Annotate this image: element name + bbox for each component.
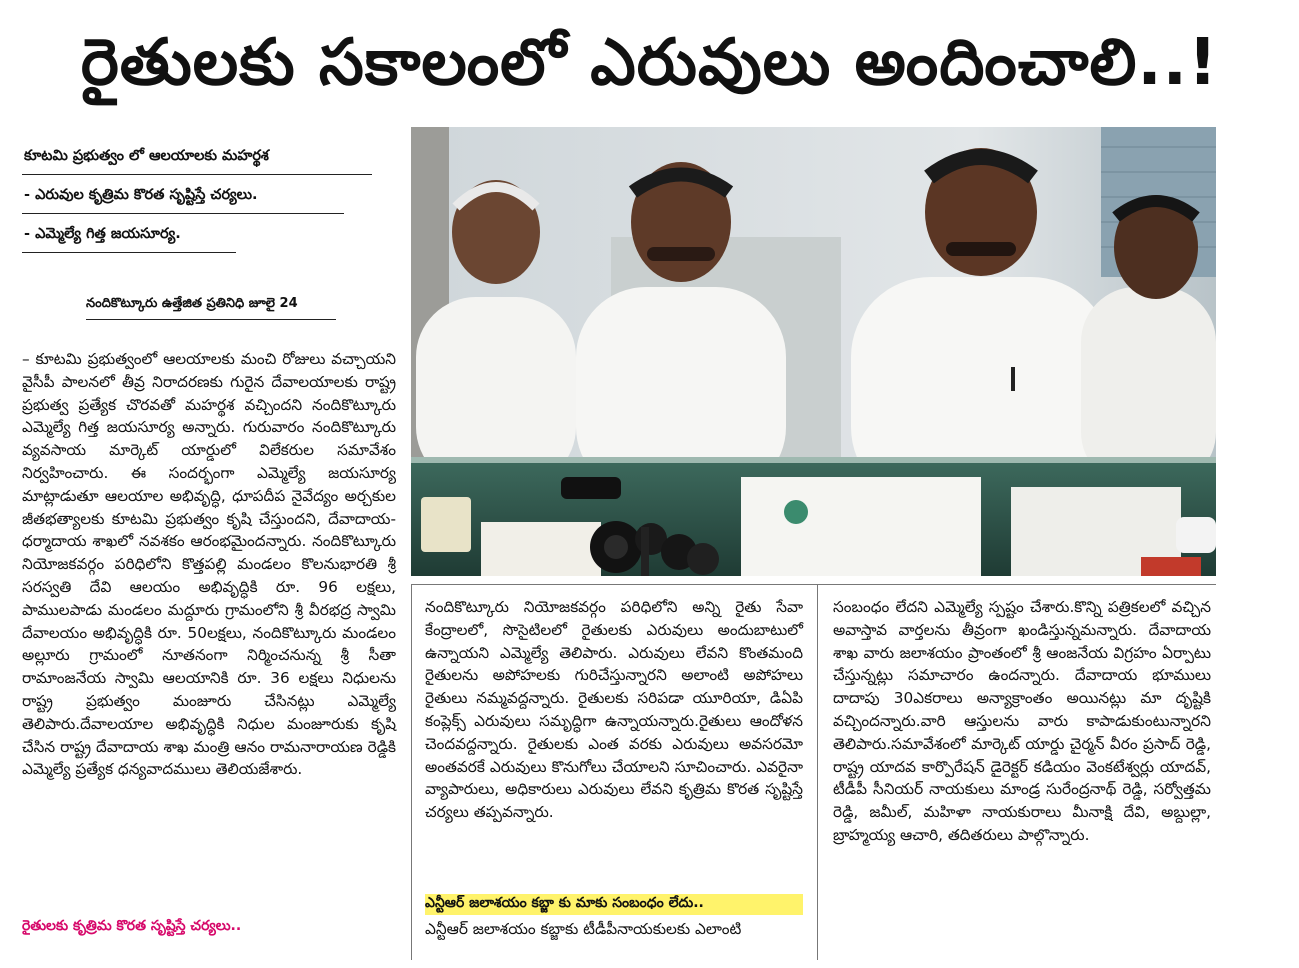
- column-divider: [817, 585, 818, 960]
- column-1-text: – కూటమి ప్రభుత్వంలో ఆలయాలకు మంచి రోజులు వచ్చాయని వైసీపీ పాలనలో తీవ్ర నిరాదరణకు గురైన దేవాలయాలకు రాష్ట్ర ప్రభుత్వ ప్రత్యేక చొరవతో మహర్థశ వచ్చిందని నందికొట్కూరు ఎమ్మెల్యే గిత్త జయసూర్య అన్నారు. గురువారం నందికొట్కూరు వ్యవసాయ మార్కెట్ యార్డులో విలేకరుల సమావేశం నిర్వహించారు. ఈ సందర్భంగా ఎమ్మెల్యే జయసూర్య మాట్లాడుతూ ఆలయాల అభివృద్ధి, ధూపదీప నైవేద్యం అర్చకుల జీతభత్యాలకు కూటమి ప్రభుత్వం కృషి చేస్తుందని, దేవాదాయ-ధర్మాదాయ శాఖలో నవశకం ఆరంభమైందన్నారు. నందికొట్కూరు నియోజకవర్గం పరిధిలోని కొత్తపల్లి మండలం కొలనుభారతి శ్రీ సరస్వతి దేవి ఆలయం అభివృద్ధికి రూ. 96 లక్షలు, పాములపాడు మండలం మద్దూరు గ్రామంలోని శ్రీ వీరభద్ర స్వామి దేవాలయం అభివృద్ధికి రూ. 50లక్షలు, నందికొట్కూరు మండలం అల్లూరు గ్రామంలో నూతనంగా నిర్మించనున్న శ్రీ సీతా రామాంజనేయ స్వామి ఆలయానికి రూ. 36 లక్షలు నిధులను రాష్ట్ర ప్రభుత్వం మంజూరు చేసినట్లు ఎమ్మెల్యే తెలిపారు.దేవాలయాల అభివృద్ధికి నిధుల మంజూరుకు కృషి చేసిన రాష్ట్ర దేవాదాయ శాఖ మంత్రి ఆనం రామనారాయణ రెడ్డికి ఎమ్మెల్యే ప్రత్యేక ధన్యవాదములు తెలియజేశారు.: [22, 350, 396, 779]
- photo-illustration: [411, 127, 1216, 576]
- column-1-subhead: రైతులకు కృత్రిమ కొరత సృష్టిస్తే చర్యలు..: [22, 918, 242, 934]
- column-divider: [411, 585, 412, 960]
- headline: రైతులకు సకాలంలో ఎరువులు అందించాలి..!: [80, 26, 1219, 100]
- subheads: [22, 148, 372, 265]
- subhead-3: - ఎమ్మెల్యే గిత్త జయసూర్య.: [22, 226, 236, 253]
- subhead-2: - ఎరువుల కృత్రిమ కొరత సృష్టిస్తే చర్యలు.: [22, 187, 344, 214]
- column-divider: [411, 584, 1216, 585]
- article-column-1: [22, 348, 396, 781]
- press-meet-photo: [411, 127, 1216, 576]
- column-2-tail: ఎన్టీఆర్ జలాశయం కబ్జాకు టీడీపీనాయకులకు ఎలాంటి: [425, 920, 742, 938]
- dateline: నందికొట్కూరు ఉత్తేజిత ప్రతినిధి జూలై 24: [86, 296, 336, 320]
- article-column-2: [425, 596, 803, 824]
- column-3-text: సంబంధం లేదని ఎమ్మెల్యే స్పష్టం చేశారు.కొన్ని పత్రికలలో వచ్చిన అవాస్తావ వార్తలను తీవ్రంగా ఖండిస్తున్నమన్నారు. దేవాదాయ శాఖ వారు జలాశయం ప్రాంతంలో శ్రీ ఆంజనేయ విగ్రహం ఏర్పాటు చేస్తున్నట్లు సమాచారం ఉందన్నారు. దేవాదాయ భూములు దాదాపు 30ఎకరాలు అన్యాక్రాంతం అయినట్లు మా దృష్టికి వచ్చిందన్నారు.వారి ఆస్తులను వారు కాపాడుకుంటున్నారని తెలిపారు.సమావేశంలో మార్కెట్ యార్డు చైర్మన్ వీరం ప్రసాద్ రెడ్డి, రాష్ట్ర యాదవ కార్పొరేషన్ డైరెక్టర్ కడియం వెంకటేశ్వర్లు యాదవ్, టీడీపీ సీనియర్ నాయకులు మాండ్ర సురేంద్రనాథ్ రెడ్డి, సర్వోత్తమ రెడ్డి, జమీల్, మహిళా నాయకురాలు మీనాక్షి దేవి, అబ్దుల్లా, బ్రాహ్మయ్య ఆచారి, తదితరులు పాల్గొన్నారు.: [833, 598, 1211, 844]
- column-2-subhead: ఎన్టీఆర్ జలాశయం కబ్జా కు మాకు సంబంధం లేదు..: [425, 894, 803, 915]
- column-2-text: నందికొట్కూరు నియోజకవర్గం పరిధిలోని అన్ని రైతు సేవా కేంద్రాలలో, సొసైటిలలో రైతులకు ఎరువులు అందుబాటులో ఉన్నాయని ఎమ్మెల్యే తెలిపారు. ఎరువులు లేవని కొంతమంది రైతులను అపోహలకు గురిచేస్తున్నారని అలాంటి అపోహలు రైతులు నమ్మవద్దన్నారు. రైతులకు సరిపడా యూరియా, డిఏపి కంప్లెక్స్ ఎరువులు సమృద్ధిగా ఉన్నాయన్నారు.రైతులు ఆందోళన చెందవద్దన్నారు. రైతులకు ఎంత వరకు ఎరువులు అవసరమో అంతవరకే ఎరువులు కొనుగోలు చేయాలని సూచించారు. ఎవరైనా వ్యాపారులు, అధికారులు ఎరువులు లేవని కృత్రిమ కొరత సృష్టిస్తే చర్యలు తప్పవన్నారు.: [425, 598, 803, 822]
- subhead-1: కూటమి ప్రభుత్వం లో ఆలయాలకు మహర్థశ: [22, 148, 372, 175]
- article-column-3: [833, 596, 1211, 847]
